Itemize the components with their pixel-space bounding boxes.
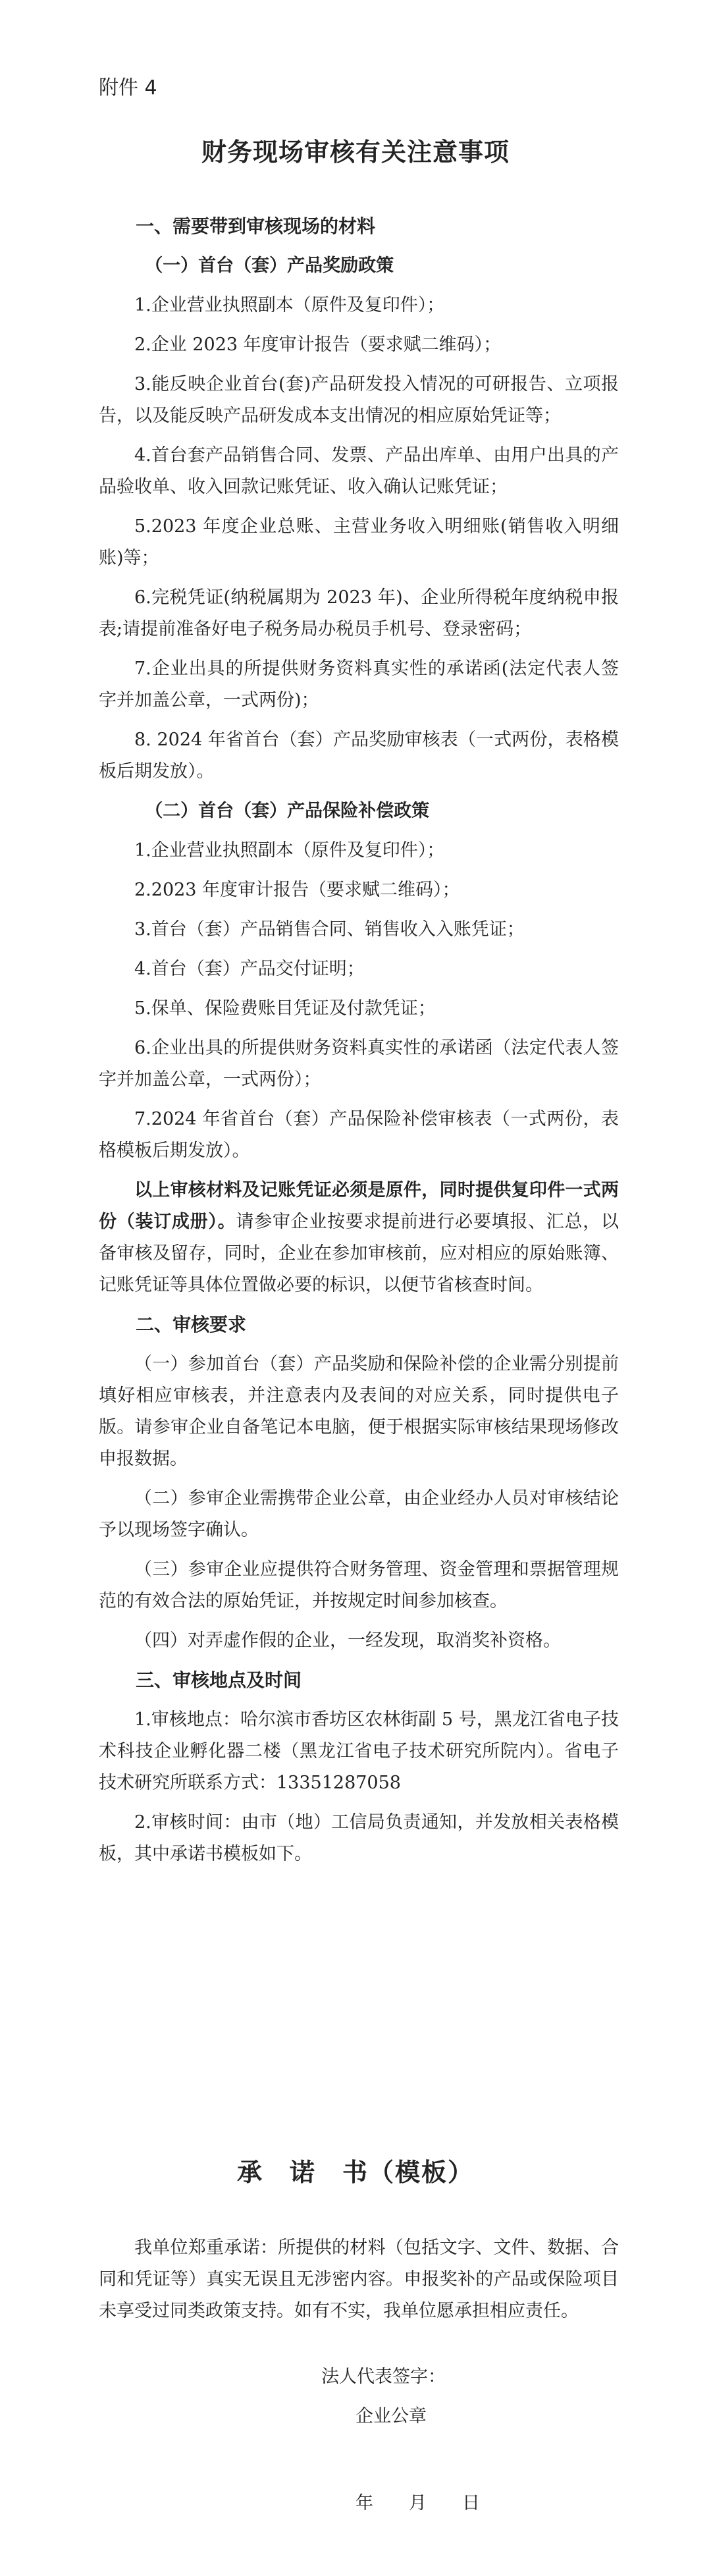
list-item: 4.首台（套）产品交付证明； bbox=[134, 959, 365, 979]
list-item: 3.能反映企业首台(套)产品研发投入情况的可研报告、立项报告，以及能反映产品研发成本支出情况的相应原始凭证等； bbox=[99, 374, 619, 426]
section-2-heading: 二、审核要求 bbox=[136, 1314, 247, 1335]
section-3-heading: 三、审核地点及时间 bbox=[136, 1669, 302, 1691]
attachment-label: 附件 4 bbox=[99, 76, 157, 99]
legal-rep-signature-label: 法人代表签字： bbox=[321, 2367, 446, 2387]
list-item: 5.2023 年度企业总账、主营业务收入明细账(销售收入明细账)等； bbox=[99, 516, 619, 568]
materials-note-bold: 以上审核材料及记账凭证必须是原件，同时提供复印件一式两份（装订成册）。 bbox=[99, 1180, 619, 1232]
document-title: 财务现场审核有关注意事项 bbox=[201, 137, 510, 167]
promise-body: 我单位郑重承诺：所提供的材料（包括文字、文件、数据、合同和凭证等）真实无误且无涉密内容。申报奖补的产品或保险项目未享受过同类政策支持。如有不实，我单位愿承担相应责任。 bbox=[99, 2238, 619, 2321]
list-item: 7.企业出具的所提供财务资料真实性的承诺函(法定代表人签字并加盖公章，一式两份)； bbox=[99, 658, 619, 711]
section-1-heading: 一、需要带到审核现场的材料 bbox=[136, 215, 376, 237]
list-item: 6.完税凭证(纳税属期为 2023 年)、企业所得税年度纳税申报表;请提前准备好电子税务局办税员手机号、登录密码； bbox=[99, 587, 619, 639]
list-item: 5.保单、保险费账目凭证及付款凭证； bbox=[134, 998, 436, 1019]
list-item: （四）对弄虚作假的企业，一经发现，取消奖补资格。 bbox=[134, 1630, 561, 1651]
list-item: 1.企业营业执照副本（原件及复印件）； bbox=[134, 295, 445, 315]
materials-note bbox=[99, 1175, 619, 1301]
list-item: 6.企业出具的所提供财务资料真实性的承诺函（法定代表人签字并加盖公章，一式两份）； bbox=[99, 1038, 619, 1090]
promise-body-block bbox=[99, 2232, 619, 2335]
section-1-sub-2-heading: （二）首台（套）产品保险补偿政策 bbox=[145, 801, 430, 821]
section-1-sub-1-heading: （一）首台（套）产品奖励政策 bbox=[145, 255, 394, 276]
materials-note-rest: 请参审企业按要求提前进行必要填报、汇总，以备审核及留存，同时，企业在参加审核前，应对相应的原始账簿、记账凭证等具体位置做必要的标识，以便节省核查时间。 bbox=[99, 1212, 619, 1295]
list-item: 8. 2024 年省首台（套）产品奖励审核表（一式两份，表格模板后期发放）。 bbox=[99, 730, 619, 782]
document-body bbox=[99, 211, 619, 1878]
list-item: 2.企业 2023 年度审计报告（要求赋二维码）； bbox=[134, 335, 502, 355]
list-item: （二）参审企业需携带企业公章，由企业经办人员对审核结论予以现场签字确认。 bbox=[99, 1488, 619, 1540]
list-item: （一）参加首台（套）产品奖励和保险补偿的企业需分别提前填好相应审核表，并注意表内及表间的对应关系，同时提供电子版。请参审企业自备笔记本电脑，便于根据实际审核结果现场修改申报数据。 bbox=[99, 1354, 619, 1469]
list-item: 2.2023 年度审计报告（要求赋二维码）； bbox=[134, 880, 460, 900]
list-item: 7.2024 年省首台（套）产品保险补偿审核表（一式两份，表格模板后期发放）。 bbox=[99, 1109, 619, 1161]
list-item: （三）参审企业应提供符合财务管理、资金管理和票据管理规范的有效合法的原始凭证，并按规定时间参加核查。 bbox=[99, 1559, 619, 1611]
list-item: 1.企业营业执照副本（原件及复印件）； bbox=[134, 840, 445, 861]
company-seal-label: 企业公章 bbox=[356, 2406, 427, 2427]
list-item: 3.首台（套）产品销售合同、销售收入入账凭证； bbox=[134, 919, 525, 940]
list-item: 2.审核时间：由市（地）工信局负责通知，并发放相关表格模板，其中承诺书模板如下。 bbox=[99, 1812, 619, 1864]
promise-title: 承 诺 书（模板） bbox=[236, 2157, 474, 2187]
date-line: 年 月 日 bbox=[356, 2493, 480, 2513]
list-item: 4.首台套产品销售合同、发票、产品出库单、由用户出具的产品验收单、收入回款记账凭证、收入确认记账凭证； bbox=[99, 445, 619, 497]
list-item: 1.审核地点：哈尔滨市香坊区农林街副 5 号，黑龙江省电子技术科技企业孵化器二楼（黑龙江省电子技术研究所院内）。省电子技术研究所联系方式：13351287058 bbox=[99, 1709, 619, 1793]
